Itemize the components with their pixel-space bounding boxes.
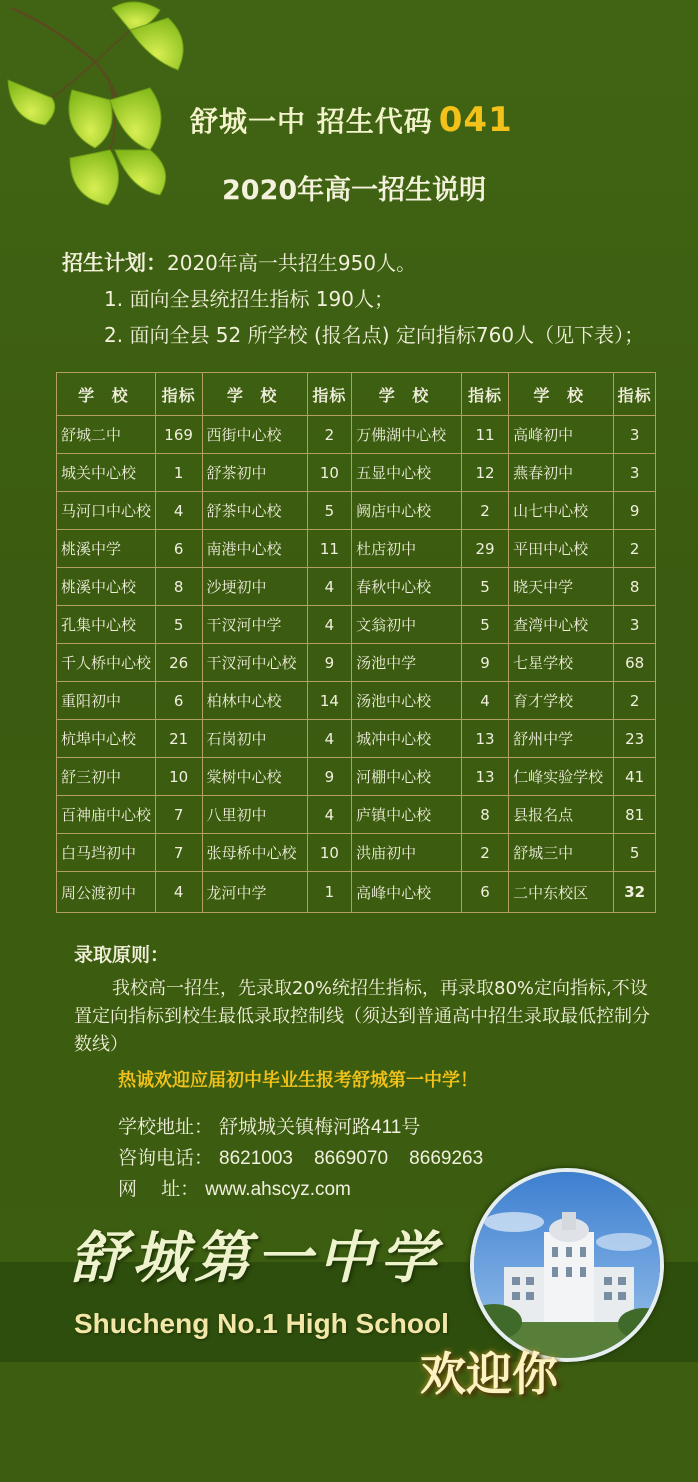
- table-row: [57, 796, 656, 834]
- school-name-cell: 周公渡初中: [57, 872, 156, 913]
- quota-cell: 7: [155, 796, 202, 834]
- school-name-cell: 白马垱初中: [57, 834, 156, 872]
- header-quota: 指标: [614, 373, 656, 416]
- quota-cell: 3: [614, 606, 656, 644]
- ginkgo-leaves-icon: [0, 0, 200, 215]
- quota-cell: 5: [155, 606, 202, 644]
- quota-cell: 32: [614, 872, 656, 913]
- header-school: 学 校: [57, 373, 156, 416]
- quota-cell: 13: [462, 720, 509, 758]
- table-row: [57, 454, 656, 492]
- principle-title: 录取原则：: [74, 944, 170, 966]
- quota-cell: 5: [307, 492, 351, 530]
- school-building-icon: [474, 1172, 660, 1358]
- quota-cell: 68: [614, 644, 656, 682]
- quota-cell: 23: [614, 720, 656, 758]
- school-name-cell: 查湾中心校: [509, 606, 614, 644]
- school-name-cell: 七星学校: [509, 644, 614, 682]
- quota-cell: 10: [307, 454, 351, 492]
- school-name-cell: 石岗初中: [202, 720, 307, 758]
- school-name-cell: 杜店初中: [352, 530, 462, 568]
- table-row: [57, 530, 656, 568]
- quota-cell: 14: [307, 682, 351, 720]
- school-name-cell: 干汊河中心校: [202, 644, 307, 682]
- school-name-cell: 汤池中学: [352, 644, 462, 682]
- quota-cell: 5: [462, 606, 509, 644]
- quota-cell: 9: [307, 644, 351, 682]
- school-name-cell: 城关中心校: [57, 454, 156, 492]
- header-school: 学 校: [509, 373, 614, 416]
- plan-item-1: 1. 面向全县统招生指标 190人；: [104, 287, 394, 311]
- school-calligraphy: 舒城第一中学: [70, 1225, 442, 1291]
- school-name-cell: 舒三初中: [57, 758, 156, 796]
- school-name-cell: 晓天中学: [509, 568, 614, 606]
- title-line-1: [190, 100, 513, 140]
- quota-cell: 10: [307, 834, 351, 872]
- quota-cell: 7: [155, 834, 202, 872]
- table-row: [57, 416, 656, 454]
- address-label: 学校地址：: [118, 1116, 214, 1138]
- school-building-photo: [470, 1168, 664, 1362]
- welcome-greeting: 欢迎你: [420, 1347, 558, 1401]
- quota-cell: 169: [155, 416, 202, 454]
- table-row: [57, 606, 656, 644]
- school-name-cell: 二中东校区: [509, 872, 614, 913]
- quota-cell: 11: [462, 416, 509, 454]
- school-name-cell: 舒茶初中: [202, 454, 307, 492]
- table-body: [57, 416, 656, 913]
- school-name-cell: 高峰中心校: [352, 872, 462, 913]
- header-quota: 指标: [307, 373, 351, 416]
- address-row: [118, 1112, 483, 1143]
- quota-cell: 4: [155, 872, 202, 913]
- plan-item-2: 2. 面向全县 52 所学校 (报名点) 定向指标760人（见下表）；: [104, 323, 645, 347]
- school-name-cell: 河棚中心校: [352, 758, 462, 796]
- enrollment-code: 041: [438, 100, 513, 140]
- plan-label: 招生计划：: [62, 251, 167, 275]
- school-name-cell: 沙埂初中: [202, 568, 307, 606]
- quota-cell: 3: [614, 454, 656, 492]
- school-name-cell: 龙河中学: [202, 872, 307, 913]
- school-name-cell: 仁峰实验学校: [509, 758, 614, 796]
- quota-cell: 9: [307, 758, 351, 796]
- school-name-cell: 桃溪中学: [57, 530, 156, 568]
- contact-info: [118, 1112, 483, 1205]
- school-name-cell: 平田中心校: [509, 530, 614, 568]
- web-value[interactable]: www.ahscyz.com: [205, 1179, 351, 1200]
- quota-cell: 10: [155, 758, 202, 796]
- quota-cell: 26: [155, 644, 202, 682]
- school-name-cell: 杭埠中心校: [57, 720, 156, 758]
- quota-cell: 4: [307, 568, 351, 606]
- quota-cell: 8: [155, 568, 202, 606]
- table-row: [57, 682, 656, 720]
- school-name-cell: 舒城二中: [57, 416, 156, 454]
- school-name-cell: 百神庙中心校: [57, 796, 156, 834]
- quota-cell: 6: [462, 872, 509, 913]
- school-name-cell: 万佛湖中心校: [352, 416, 462, 454]
- header-quota: 指标: [155, 373, 202, 416]
- title-line-2: 2020年高一招生说明: [222, 175, 487, 206]
- school-name-cell: 张母桥中心校: [202, 834, 307, 872]
- school-name-cell: 高峰初中: [509, 416, 614, 454]
- quota-cell: 6: [155, 530, 202, 568]
- header-school: 学 校: [352, 373, 462, 416]
- quota-cell: 2: [307, 416, 351, 454]
- plan-summary: 2020年高一共招生950人。: [167, 251, 417, 275]
- quota-cell: 1: [155, 454, 202, 492]
- header-quota: 指标: [462, 373, 509, 416]
- quota-cell: 12: [462, 454, 509, 492]
- welcome-message: 热诚欢迎应届初中毕业生报考舒城第一中学！: [118, 1070, 478, 1091]
- table-row: [57, 872, 656, 913]
- quota-cell: 8: [614, 568, 656, 606]
- school-english-name: Shucheng No.1 High School: [74, 1308, 449, 1339]
- school-name-cell: 燕春初中: [509, 454, 614, 492]
- quota-cell: 29: [462, 530, 509, 568]
- phone-label: 咨询电话：: [118, 1147, 214, 1169]
- quota-cell: 4: [307, 606, 351, 644]
- principle-text: 我校高一招生，先录取20%统招生指标，再录取80%定向指标,不设置定向指标到校生最低录取控制线（须达到普通高中招生录取最低控制分数线）: [74, 978, 650, 1055]
- quota-cell: 6: [155, 682, 202, 720]
- school-name-cell: 舒州中学: [509, 720, 614, 758]
- table-row: [57, 492, 656, 530]
- table-row: [57, 758, 656, 796]
- quota-cell: 4: [307, 796, 351, 834]
- quota-cell: 21: [155, 720, 202, 758]
- header-school: 学 校: [202, 373, 307, 416]
- quota-cell: 41: [614, 758, 656, 796]
- school-name-cell: 春秋中心校: [352, 568, 462, 606]
- school-name-cell: 南港中心校: [202, 530, 307, 568]
- quota-cell: 81: [614, 796, 656, 834]
- quota-cell: 13: [462, 758, 509, 796]
- quota-cell: 5: [462, 568, 509, 606]
- school-name-cell: 西街中心校: [202, 416, 307, 454]
- quota-table: [56, 372, 656, 913]
- school-name-cell: 庐镇中心校: [352, 796, 462, 834]
- quota-cell: 3: [614, 416, 656, 454]
- school-name-cell: 山七中心校: [509, 492, 614, 530]
- school-name-cell: 干汊河中学: [202, 606, 307, 644]
- quota-cell: 2: [462, 492, 509, 530]
- school-name-cell: 文翁初中: [352, 606, 462, 644]
- quota-cell: 2: [614, 530, 656, 568]
- school-name-cell: 汤池中心校: [352, 682, 462, 720]
- quota-cell: 11: [307, 530, 351, 568]
- table-row: [57, 720, 656, 758]
- address-value: 舒城城关镇梅河路411号: [219, 1117, 421, 1138]
- school-name-cell: 棠树中心校: [202, 758, 307, 796]
- school-name-cell: 城冲中心校: [352, 720, 462, 758]
- school-name-cell: 育才学校: [509, 682, 614, 720]
- school-name-cell: 柏林中心校: [202, 682, 307, 720]
- phone-row: [118, 1143, 483, 1174]
- table-row: [57, 568, 656, 606]
- school-name-cell: 千人桥中心校: [57, 644, 156, 682]
- school-name-cell: 孔集中心校: [57, 606, 156, 644]
- plan-summary-line: [62, 245, 644, 281]
- web-row: [118, 1174, 483, 1205]
- web-label: 网 址：: [118, 1178, 200, 1200]
- quota-cell: 5: [614, 834, 656, 872]
- table-row: [57, 834, 656, 872]
- school-name-cell: 五显中心校: [352, 454, 462, 492]
- quota-cell: 4: [155, 492, 202, 530]
- school-name-cell: 八里初中: [202, 796, 307, 834]
- quota-cell: 9: [462, 644, 509, 682]
- school-name-cell: 舒茶中心校: [202, 492, 307, 530]
- school-name-cell: 重阳初中: [57, 682, 156, 720]
- quota-cell: 2: [462, 834, 509, 872]
- quota-cell: 2: [614, 682, 656, 720]
- school-name-cell: 马河口中心校: [57, 492, 156, 530]
- school-name-cell: 桃溪中心校: [57, 568, 156, 606]
- quota-cell: 1: [307, 872, 351, 913]
- table-row: [57, 644, 656, 682]
- quota-cell: 4: [307, 720, 351, 758]
- quota-cell: 8: [462, 796, 509, 834]
- title-school: 舒城一中 招生代码: [190, 105, 433, 138]
- quota-cell: 9: [614, 492, 656, 530]
- school-name-cell: 县报名点: [509, 796, 614, 834]
- enrollment-plan: [62, 245, 644, 353]
- table-header-row: [57, 373, 656, 416]
- school-name-cell: 洪庙初中: [352, 834, 462, 872]
- phone-value: 8621003 8669070 8669263: [219, 1148, 484, 1169]
- school-name-cell: 舒城三中: [509, 834, 614, 872]
- quota-cell: 4: [462, 682, 509, 720]
- school-name-cell: 阙店中心校: [352, 492, 462, 530]
